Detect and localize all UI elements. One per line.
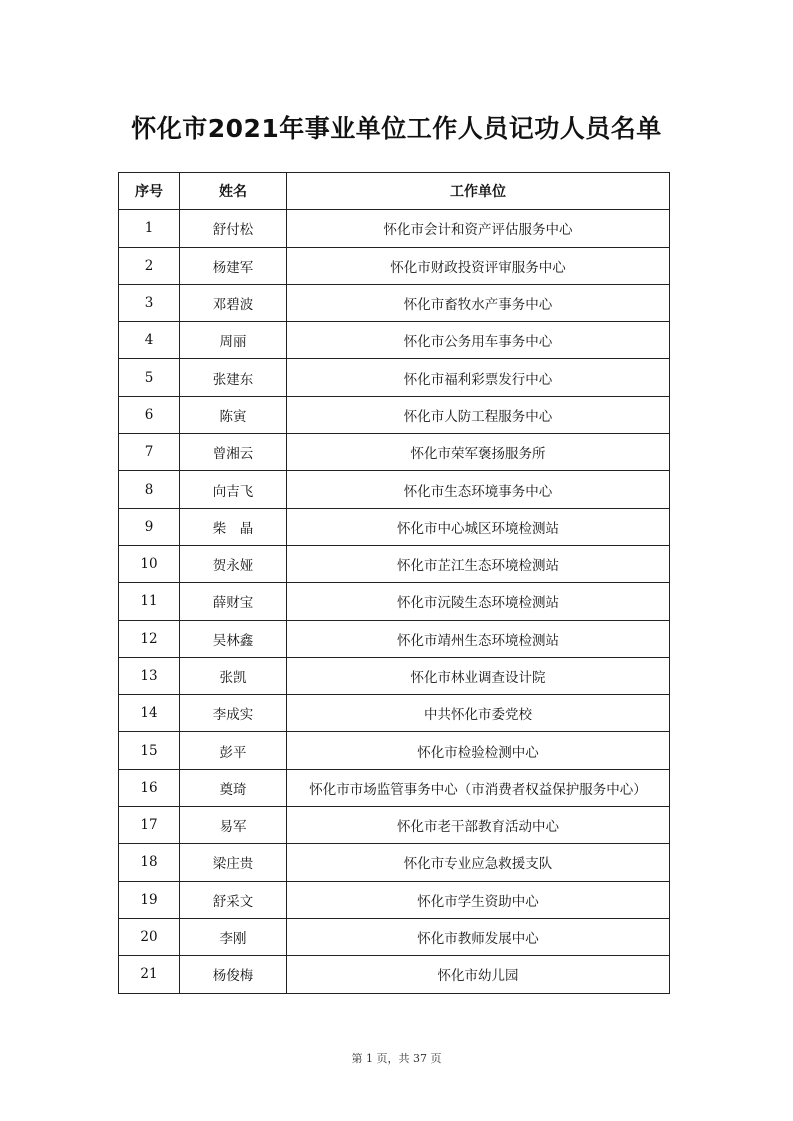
cell-serial-number: 2 [119, 247, 180, 284]
cell-serial-number: 3 [119, 284, 180, 321]
page-title: 怀化市2021年事业单位工作人员记功人员名单 [131, 114, 662, 143]
cell-serial-number: 12 [119, 620, 180, 657]
cell-name: 李成实 [180, 695, 287, 732]
cell-work-unit: 怀化市公务用车事务中心 [287, 322, 670, 359]
cell-name: 张建东 [180, 359, 287, 396]
table-row [119, 732, 670, 769]
roster-body [119, 210, 670, 993]
cell-name: 向吉飞 [180, 471, 287, 508]
cell-work-unit: 中共怀化市委党校 [287, 695, 670, 732]
cell-name: 杨建军 [180, 247, 287, 284]
table-row [119, 583, 670, 620]
header-work-unit: 工作单位 [287, 173, 670, 210]
table-row [119, 210, 670, 247]
page-footer: 第 1 页，共 37 页 [351, 1052, 442, 1065]
cell-work-unit: 怀化市中心城区环境检测站 [287, 508, 670, 545]
cell-work-unit: 怀化市老干部教育活动中心 [287, 807, 670, 844]
cell-work-unit: 怀化市福利彩票发行中心 [287, 359, 670, 396]
cell-work-unit: 怀化市检验检测中心 [287, 732, 670, 769]
table-row [119, 247, 670, 284]
cell-name: 贺永娅 [180, 545, 287, 582]
cell-work-unit: 怀化市财政投资评审服务中心 [287, 247, 670, 284]
table-row [119, 434, 670, 471]
cell-work-unit: 怀化市市场监管事务中心（市消费者权益保护服务中心） [287, 769, 670, 806]
cell-serial-number: 9 [119, 508, 180, 545]
cell-serial-number: 4 [119, 322, 180, 359]
cell-serial-number: 5 [119, 359, 180, 396]
cell-name: 吴林鑫 [180, 620, 287, 657]
cell-serial-number: 15 [119, 732, 180, 769]
cell-serial-number: 14 [119, 695, 180, 732]
cell-name: 邓碧波 [180, 284, 287, 321]
cell-name: 舒付松 [180, 210, 287, 247]
cell-serial-number: 21 [119, 956, 180, 993]
table-row [119, 396, 670, 433]
cell-name: 曾湘云 [180, 434, 287, 471]
table-row [119, 657, 670, 694]
table-row [119, 807, 670, 844]
table-row [119, 545, 670, 582]
cell-work-unit: 怀化市学生资助中心 [287, 881, 670, 918]
header-serial-number: 序号 [119, 173, 180, 210]
cell-serial-number: 20 [119, 918, 180, 955]
cell-work-unit: 怀化市人防工程服务中心 [287, 396, 670, 433]
cell-serial-number: 1 [119, 210, 180, 247]
cell-name: 张凯 [180, 657, 287, 694]
table-header-row [119, 173, 670, 210]
cell-serial-number: 19 [119, 881, 180, 918]
cell-name: 彭平 [180, 732, 287, 769]
table-row [119, 284, 670, 321]
cell-serial-number: 7 [119, 434, 180, 471]
cell-name: 薛财宝 [180, 583, 287, 620]
cell-work-unit: 怀化市幼儿园 [287, 956, 670, 993]
table-row [119, 918, 670, 955]
cell-work-unit: 怀化市会计和资产评估服务中心 [287, 210, 670, 247]
cell-serial-number: 16 [119, 769, 180, 806]
cell-serial-number: 18 [119, 844, 180, 881]
cell-serial-number: 13 [119, 657, 180, 694]
table-row [119, 359, 670, 396]
cell-work-unit: 怀化市畜牧水产事务中心 [287, 284, 670, 321]
table-row [119, 508, 670, 545]
table-row [119, 881, 670, 918]
cell-work-unit: 怀化市教师发展中心 [287, 918, 670, 955]
cell-name: 李刚 [180, 918, 287, 955]
cell-work-unit: 怀化市生态环境事务中心 [287, 471, 670, 508]
cell-serial-number: 8 [119, 471, 180, 508]
cell-work-unit: 怀化市荣军褒扬服务所 [287, 434, 670, 471]
cell-work-unit: 怀化市专业应急救援支队 [287, 844, 670, 881]
cell-name: 易军 [180, 807, 287, 844]
table-row [119, 769, 670, 806]
cell-serial-number: 6 [119, 396, 180, 433]
cell-name: 柴 晶 [180, 508, 287, 545]
table-row [119, 695, 670, 732]
cell-serial-number: 17 [119, 807, 180, 844]
table-row [119, 322, 670, 359]
cell-work-unit: 怀化市芷江生态环境检测站 [287, 545, 670, 582]
cell-work-unit: 怀化市沅陵生态环境检测站 [287, 583, 670, 620]
cell-work-unit: 怀化市靖州生态环境检测站 [287, 620, 670, 657]
table-row [119, 471, 670, 508]
cell-name: 舒采文 [180, 881, 287, 918]
cell-name: 周丽 [180, 322, 287, 359]
cell-serial-number: 11 [119, 583, 180, 620]
cell-work-unit: 怀化市林业调查设计院 [287, 657, 670, 694]
cell-serial-number: 10 [119, 545, 180, 582]
table-row [119, 956, 670, 993]
cell-name: 杨俊梅 [180, 956, 287, 993]
cell-name: 奠琦 [180, 769, 287, 806]
table-row [119, 844, 670, 881]
cell-name: 陈寅 [180, 396, 287, 433]
table-row [119, 620, 670, 657]
roster-table [118, 172, 670, 994]
cell-name: 梁庄贵 [180, 844, 287, 881]
header-name: 姓名 [180, 173, 287, 210]
